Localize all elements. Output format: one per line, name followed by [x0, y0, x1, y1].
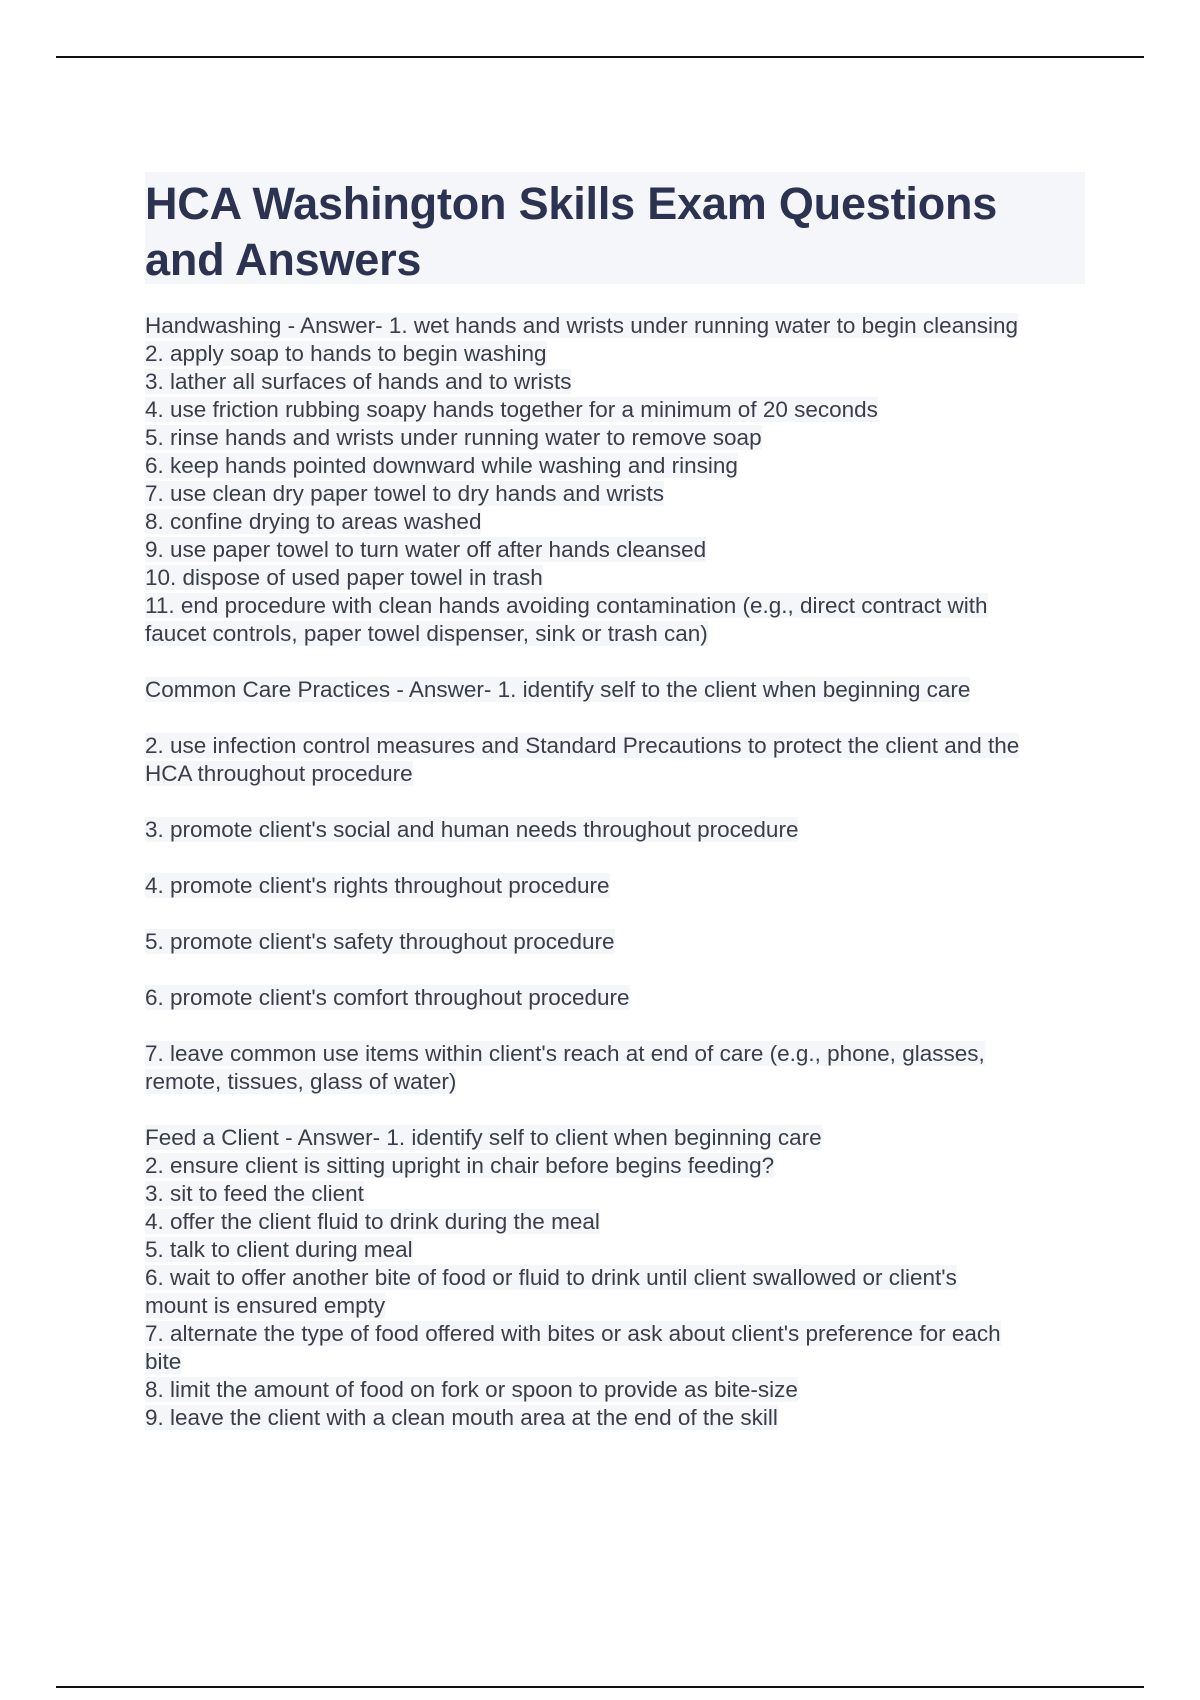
handwashing-line [145, 452, 1085, 480]
handwashing-line [145, 620, 1085, 648]
feed-client-text: 3. sit to feed the client [145, 1181, 364, 1206]
common-care-line [145, 816, 1085, 844]
page-title-line-1: HCA Washington Skills Exam Questions [145, 178, 998, 229]
common-care-line [145, 984, 1085, 1012]
handwashing-text: 2. apply soap to hands to begin washing [145, 341, 547, 366]
feed-client-text: 5. talk to client during meal [145, 1237, 413, 1262]
feed-client-line [145, 1180, 1085, 1208]
common-care-item [145, 928, 1085, 956]
feed-client-text: 2. ensure client is sitting upright in chair before begins feeding? [145, 1153, 775, 1178]
feed-client-text: Feed a Client - Answer- 1. identify self to client when beginning care [145, 1125, 822, 1150]
common-care-item [145, 872, 1085, 900]
page-title [145, 176, 1085, 288]
feed-client-text: mount is ensured empty [145, 1293, 386, 1318]
common-care-line [145, 676, 1085, 704]
feed-client-line [145, 1348, 1085, 1376]
handwashing-text: 3. lather all surfaces of hands and to wrists [145, 369, 572, 394]
common-care-item [145, 732, 1085, 788]
common-care-text: 4. promote client's rights throughout procedure [145, 873, 610, 898]
common-care-text: remote, tissues, glass of water) [145, 1069, 457, 1094]
title-block [145, 172, 1085, 284]
handwashing-text: 11. end procedure with clean hands avoiding contamination (e.g., direct contract with [145, 593, 988, 618]
top-rule [56, 56, 1144, 58]
handwashing-line [145, 480, 1085, 508]
common-care-item [145, 816, 1085, 844]
handwashing-line [145, 508, 1085, 536]
feed-client-text: 8. limit the amount of food on fork or spoon to provide as bite-size [145, 1377, 798, 1402]
handwashing-text: 8. confine drying to areas washed [145, 509, 482, 534]
handwashing-text: 4. use friction rubbing soapy hands together for a minimum of 20 seconds [145, 397, 878, 422]
feed-client-line [145, 1376, 1085, 1404]
handwashing-line [145, 592, 1085, 620]
handwashing-text: 9. use paper towel to turn water off after hands cleansed [145, 537, 707, 562]
feed-client-text: 7. alternate the type of food offered with bites or ask about client's preference for each [145, 1321, 1001, 1346]
handwashing-line [145, 424, 1085, 452]
common-care-line [145, 1040, 1085, 1068]
common-care-line [145, 1068, 1085, 1096]
common-care-item [145, 676, 1085, 704]
feed-client-line [145, 1236, 1085, 1264]
common-care-item [145, 1040, 1085, 1096]
common-care-text: 7. leave common use items within client's reach at end of care (e.g., phone, glasses, [145, 1041, 985, 1066]
handwashing-line [145, 368, 1085, 396]
common-care-line [145, 928, 1085, 956]
common-care-text: HCA throughout procedure [145, 761, 413, 786]
common-care-text: 5. promote client's safety throughout procedure [145, 929, 615, 954]
section-common-care [145, 676, 1085, 1096]
handwashing-text: Handwashing - Answer- 1. wet hands and wrists under running water to begin cleansing [145, 313, 1018, 338]
handwashing-line [145, 564, 1085, 592]
handwashing-text: 10. dispose of used paper towel in trash [145, 565, 543, 590]
common-care-line [145, 760, 1085, 788]
feed-client-text: bite [145, 1349, 182, 1374]
handwashing-line [145, 312, 1085, 340]
handwashing-line [145, 396, 1085, 424]
common-care-text: 6. promote client's comfort throughout procedure [145, 985, 630, 1010]
document-body [145, 312, 1085, 1460]
handwashing-text: 7. use clean dry paper towel to dry hands and wrists [145, 481, 665, 506]
bottom-rule [56, 1686, 1144, 1688]
feed-client-text: 6. wait to offer another bite of food or fluid to drink until client swallowed or client's [145, 1265, 957, 1290]
common-care-text: 3. promote client's social and human needs throughout procedure [145, 817, 799, 842]
section-feed-client [145, 1124, 1085, 1432]
feed-client-line [145, 1152, 1085, 1180]
handwashing-text: faucet controls, paper towel dispenser, sink or trash can) [145, 621, 708, 646]
feed-client-line [145, 1292, 1085, 1320]
page-title-line-2: and Answers [145, 234, 422, 285]
common-care-item [145, 984, 1085, 1012]
handwashing-text: 5. rinse hands and wrists under running water to remove soap [145, 425, 762, 450]
handwashing-text: 6. keep hands pointed downward while washing and rinsing [145, 453, 738, 478]
handwashing-line [145, 340, 1085, 368]
handwashing-line [145, 536, 1085, 564]
feed-client-line [145, 1320, 1085, 1348]
common-care-text: 2. use infection control measures and Standard Precautions to protect the client and the [145, 733, 1020, 758]
feed-client-line [145, 1404, 1085, 1432]
common-care-text: Common Care Practices - Answer- 1. identify self to the client when beginning care [145, 677, 971, 702]
feed-client-line [145, 1264, 1085, 1292]
section-handwashing [145, 312, 1085, 648]
common-care-line [145, 732, 1085, 760]
feed-client-line [145, 1208, 1085, 1236]
feed-client-text: 4. offer the client fluid to drink during the meal [145, 1209, 600, 1234]
common-care-line [145, 872, 1085, 900]
feed-client-line [145, 1124, 1085, 1152]
feed-client-text: 9. leave the client with a clean mouth area at the end of the skill [145, 1405, 778, 1430]
